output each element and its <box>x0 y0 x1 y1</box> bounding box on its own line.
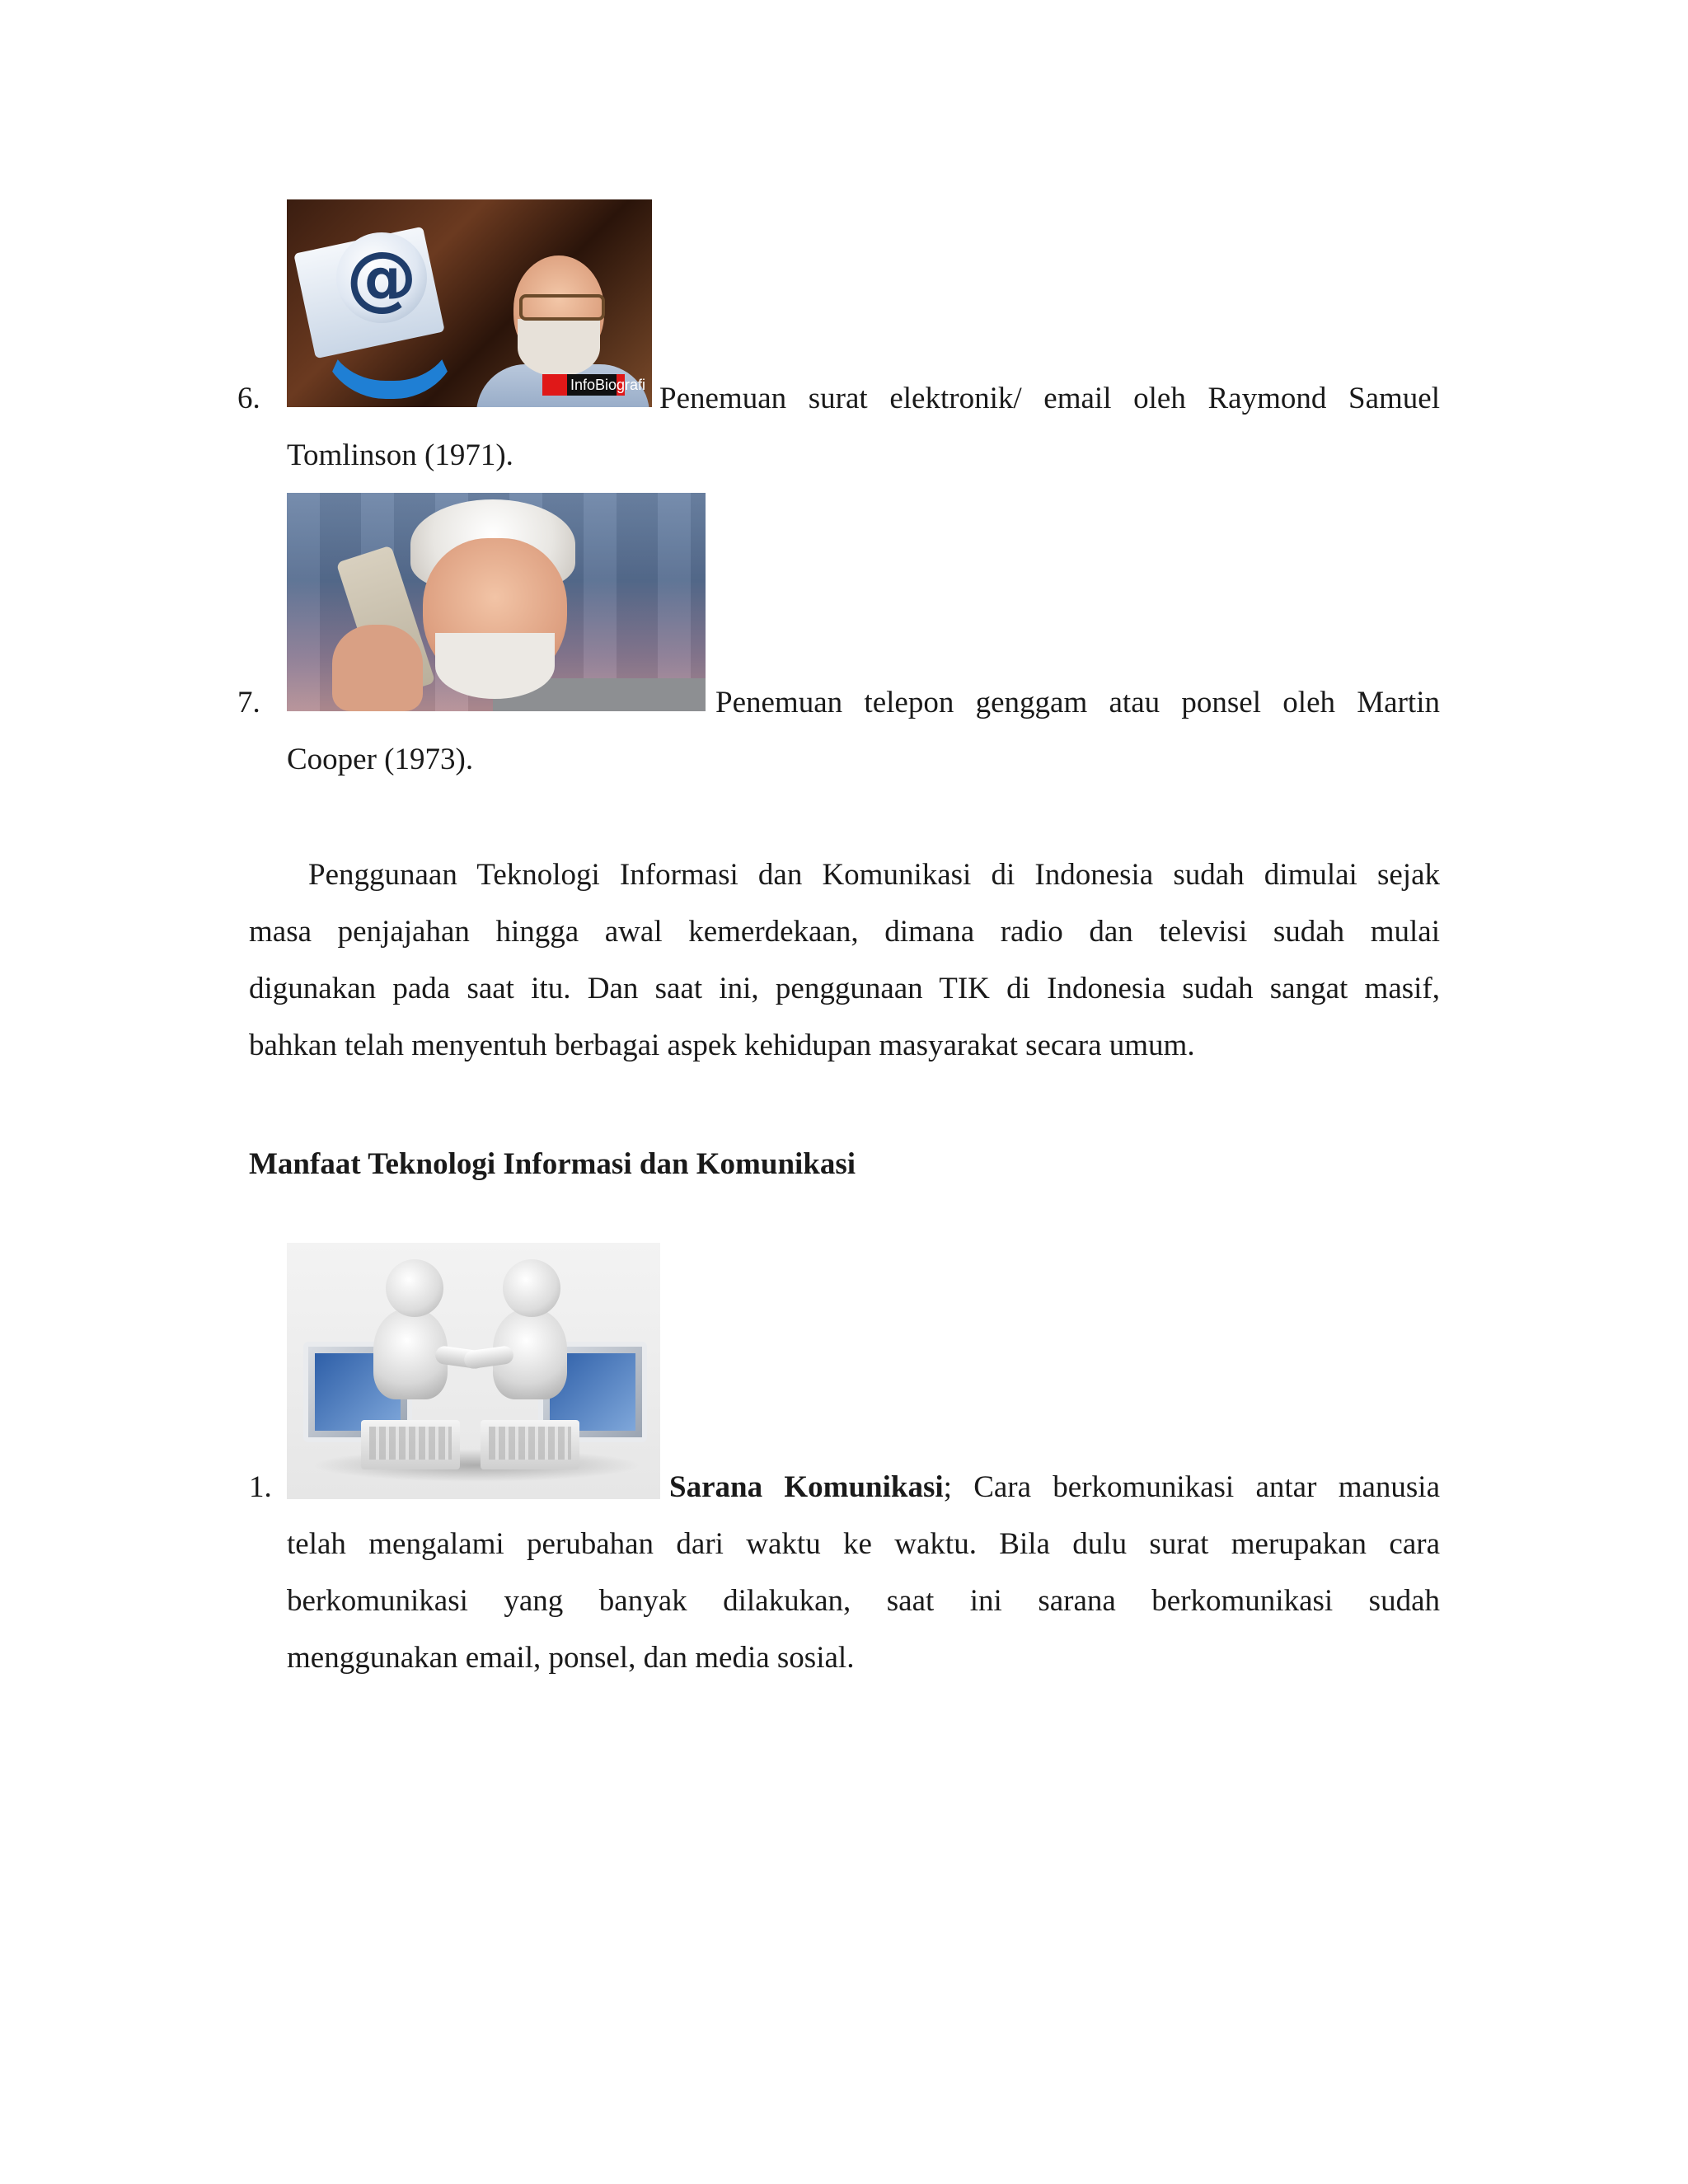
list-number: 6. <box>237 382 260 415</box>
phone-inventor-photo <box>287 493 706 711</box>
list-item-text <box>669 1459 1440 1516</box>
email-inventor-photo <box>287 199 652 407</box>
paragraph-line: Penggunaan Teknologi Informasi dan Komunikasi di Indonesia sudah dimulai sejak <box>308 858 1440 892</box>
list-number: 7. <box>237 686 260 719</box>
list-item-text: berkomunikasi yang banyak dilakukan, saat ini sarana berkomunikasi sudah <box>287 1584 1440 1618</box>
list-item-text: Cooper (1973). <box>287 743 474 776</box>
benefit-text: ; Cara berkomunikasi antar manusia <box>943 1470 1440 1504</box>
list-item-text: Penemuan surat elektronik/ email oleh Raymond Samuel <box>659 382 1440 415</box>
handshake-laptops-image <box>287 1243 660 1499</box>
list-item-text: Penemuan telepon genggam atau ponsel oleh Martin <box>715 686 1440 719</box>
list-number: 1. <box>249 1470 272 1504</box>
at-sign-icon: @ <box>336 232 427 323</box>
paragraph-line: digunakan pada saat itu. Dan saat ini, penggunaan TIK di Indonesia sudah sangat masif, <box>249 972 1440 1005</box>
list-item-text: telah mengalami perubahan dari waktu ke waktu. Bila dulu surat merupakan cara <box>287 1527 1440 1561</box>
list-item-text: menggunakan email, ponsel, dan media sosial. <box>287 1641 855 1675</box>
paragraph-line: masa penjajahan hingga awal kemerdekaan, dimana radio dan televisi sudah mulai <box>249 915 1440 949</box>
benefit-title: Sarana Komunikasi <box>669 1470 944 1504</box>
watermark-badge: InfoBiografi <box>542 374 625 396</box>
paragraph-line: bahkan telah menyentuh berbagai aspek kehidupan masyarakat secara umum. <box>249 1029 1195 1062</box>
arrow-icon <box>320 323 460 399</box>
list-item-text: Tomlinson (1971). <box>287 438 513 472</box>
section-heading: Manfaat Teknologi Informasi dan Komunikasi <box>249 1147 856 1181</box>
